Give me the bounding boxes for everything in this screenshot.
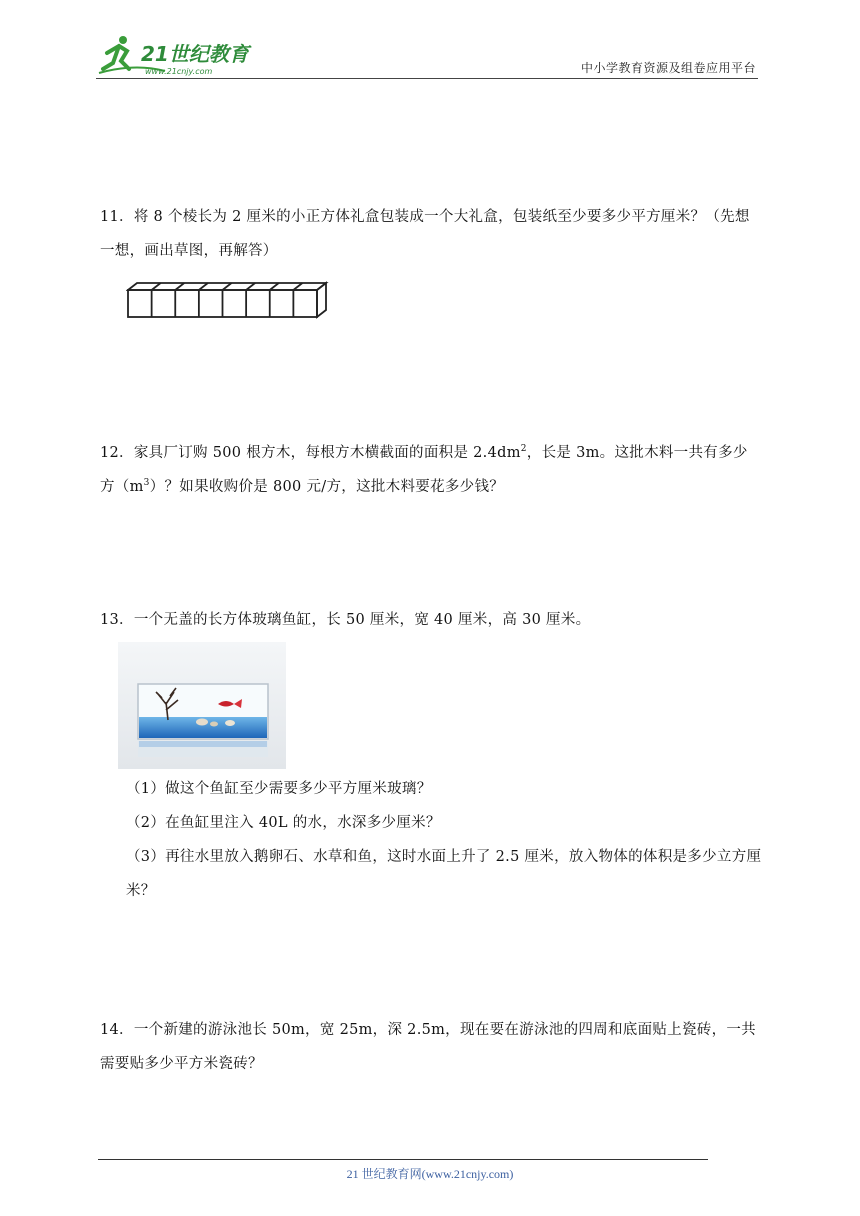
question-13-part-3: （3）再往水里放入鹅卵石、水草和鱼，这时水面上升了 2.5 厘米，放入物体的体积是多少立方厘米？ — [126, 849, 762, 899]
fish-tank-image — [118, 642, 286, 769]
question-12 — [100, 436, 760, 504]
cube-row-sketch — [126, 281, 330, 321]
question-13-part-2: （2）在鱼缸里注入 40L 的水，水深多少厘米？ — [126, 815, 441, 831]
footer-text: 21 世纪教育网(www.21cnjy.com) — [346, 1167, 514, 1181]
svg-text:www.21cnjy.com: www.21cnjy.com — [145, 67, 213, 76]
question-13-part-1: （1）做这个鱼缸至少需要多少平方厘米玻璃？ — [126, 781, 432, 797]
footer-divider — [98, 1159, 708, 1160]
question-11 — [100, 200, 760, 268]
platform-label: 中小学教育资源及组卷应用平台 — [580, 61, 756, 75]
cube-top-divider — [152, 283, 161, 290]
question-14-text: 14．一个新建的游泳池长 50m，宽 25m，深 2.5m，现在要在游泳池的四周和底面贴上瓷砖，一共需要贴多少平方米瓷砖？ — [100, 1022, 756, 1072]
cube-top-divider — [270, 283, 279, 290]
cube-top-divider — [293, 283, 302, 290]
cube-top-divider — [199, 283, 208, 290]
cube-top-divider — [246, 283, 255, 290]
question-12-text: 12．家具厂订购 500 根方木，每根方木横截面的面积是 $2.4dm^2$，长是 3m。这批木料一共有多少方$(m^3)$？如果收购价是 800 元/方，这批木料要花多少钱？ — [100, 444, 748, 495]
cube-top-divider — [223, 283, 232, 290]
question-13-text: 13．一个无盖的长方体玻璃鱼缸，长 50 厘米，宽 40 厘米，高 30 厘米。 — [100, 612, 591, 628]
question-14 — [100, 1013, 760, 1081]
svg-text:21世纪教育: 21世纪教育 — [141, 42, 249, 66]
site-logo — [95, 33, 260, 77]
question-13 — [100, 603, 760, 637]
cube-top-divider — [175, 283, 184, 290]
question-11-text: 11．将 8 个棱长为 2 厘米的小正方体礼盒包装成一个大礼盒，包装纸至少要多少平方厘米？（先想一想，画出草图，再解答） — [100, 209, 750, 259]
header-divider — [96, 78, 758, 79]
